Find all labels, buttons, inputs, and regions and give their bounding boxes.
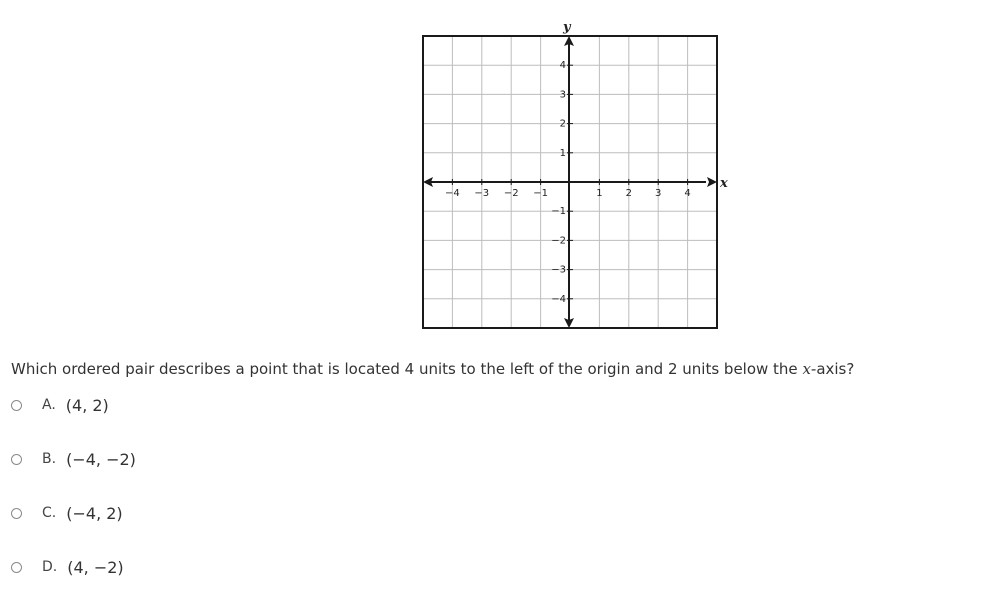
x-tick-label: 3 [655,188,662,199]
option-c-letter: C. [42,505,57,521]
y-tick-label: −3 [551,264,566,276]
option-b-radio[interactable] [11,454,22,465]
option-d[interactable] [11,555,124,579]
option-c[interactable] [11,501,123,525]
option-a-radio[interactable] [11,400,22,411]
y-tick-label: 1 [559,147,566,159]
question-text-after: -axis? [810,360,855,378]
coordinate-grid-svg [400,15,745,335]
y-axis-name: y [563,20,571,35]
y-tick-label: −2 [551,235,566,247]
y-tick-label: 2 [559,118,566,130]
x-tick-label: −3 [474,188,490,199]
option-b-letter: B. [42,451,57,467]
x-tick-label: −1 [533,188,548,199]
question-text [11,358,854,380]
y-tick-label: 3 [559,89,566,101]
coordinate-grid [400,15,745,335]
option-a[interactable] [11,393,109,417]
x-axis-right-arrow [707,177,717,187]
option-a-letter: A. [42,397,56,413]
x-tick-label: 4 [684,188,691,199]
y-tick-label: 4 [559,60,566,72]
option-c-radio[interactable] [11,508,22,519]
option-b[interactable] [11,447,136,471]
option-d-letter: D. [42,559,58,575]
y-tick-label: −1 [551,206,566,218]
x-axis-name: x [720,176,728,191]
option-d-radio[interactable] [11,562,22,573]
x-tick-label: −2 [503,188,519,199]
x-tick-label: 1 [596,188,603,199]
question-variable: x [802,360,811,378]
x-tick-label: 2 [625,188,632,199]
y-tick-label: −4 [551,293,566,305]
option-c-text: (−4, 2) [66,503,123,523]
option-d-text: (4, −2) [67,557,124,577]
question-text-before: Which ordered pair describes a point that is located 4 units to the left of the origin and 2 units below the [11,360,803,378]
x-tick-label: −4 [445,188,460,199]
option-a-text: (4, 2) [65,395,109,415]
option-b-text: (−4, −2) [66,449,136,469]
